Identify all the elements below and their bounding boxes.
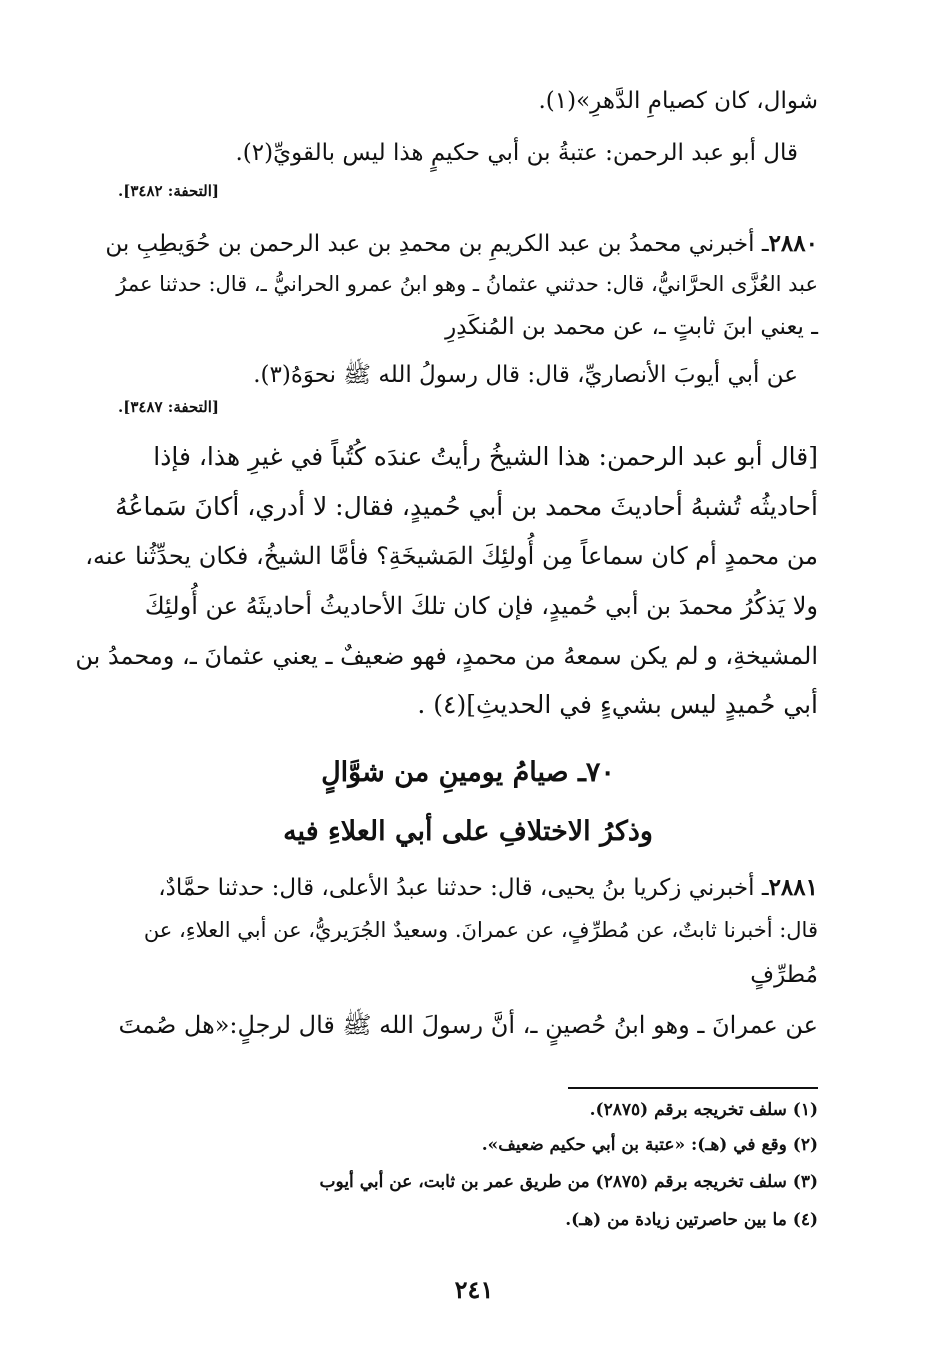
footnote-divider (568, 1087, 818, 1089)
hadith-text: ـ أخبرني محمدُ بن عبد الكريمِ بن محمدِ بن عبد الرحمن بن حُوَيطِبِ بن (105, 231, 769, 257)
footnote: (٤) ما بين حاصرتين زيادة من (هـ). (565, 1210, 818, 1230)
chapter-subtitle: وذكرُ الاختلافِ على أبي العلاءِ فيه (283, 816, 653, 847)
hadith-2880-line (105, 230, 818, 257)
hadith-2881-line: مُطرِّفٍ (750, 962, 818, 988)
hadith-2880-line: عبد العُزَّى الحرَّانيُّ، قال: حدثني عثمانُ ـ وهو ابنُ عمرو الحرانيُّ ـ، قال: حدثنا عمرُ (116, 272, 818, 296)
footnote: (٣) سلف تخريجه برقم (٢٨٧٥) من طريق عمر بن ثابت، عن أبي أيوب (319, 1172, 818, 1192)
quote-line: [قال أبو عبد الرحمن: هذا الشيخُ رأيتُ عندَه كُتُباً في غيرِ هذا، فإذا (153, 442, 818, 471)
quote-line: من محمدٍ أم كان سماعاً مِن أُولئِكَ المَشيخَةِ؟ فأمَّا الشيخُ، فكان يحدِّثُنا عنه، (85, 542, 818, 570)
footnote: (١) سلف تخريجه برقم (٢٨٧٥). (589, 1100, 818, 1120)
quote-line: أحاديثُه تُشبهُ أحاديثَ محمد بن أبي حُميدٍ، فقال: لا أدري، أكانَ سَماعُهُ (115, 492, 818, 521)
text-line: قال أبو عبد الرحمن: عتبةُ بن أبي حكيمٍ هذا ليس بالقويِّ(٢). (235, 140, 798, 166)
hadith-2881-line: عن عمرانَ ـ وهو ابنُ حُصينٍ ـ، أنَّ رسولَ الله ﷺ قال لرجلٍ:«هل صُمتَ (118, 1011, 818, 1039)
page-number: ٢٤١ (454, 1275, 494, 1304)
quote-line: أبي حُميدٍ ليس بشيءٍ في الحديثِ](٤) . (417, 690, 818, 719)
tuhfa-reference: [التحفة: ٣٤٨٧]. (118, 398, 219, 416)
hadith-text: ـ أخبرني زكريا بنُ يحيى، قال: حدثنا عبدُ الأعلى، قال: حدثنا حمَّادٌ، (158, 875, 769, 901)
quote-line: ولا يَذكُرُ محمدَ بن أبي حُميدٍ، فإن كان تلكَ الأحاديثُ أحاديثَهُ عن أُولئِكَ (144, 592, 818, 620)
hadith-2881-line (118, 874, 818, 901)
hadith-number: ٢٨٨١ (768, 874, 818, 901)
hadith-2881-line: قال: أخبرنا ثابتٌ، عن مُطرِّفٍ، عن عمرانَ. وسعيدٌ الجُرَيريُّ، عن أبي العلاءِ، عن (143, 918, 818, 942)
hadith-2880-line: ـ يعني ابنَ ثابتٍ ـ، عن محمد بن المُنكَدِرِ (445, 314, 818, 340)
text-line: شوال، كان كصيامِ الدَّهرِ»(١). (538, 88, 818, 114)
hadith-number: ٢٨٨٠ (768, 230, 818, 257)
hadith-2880-line: عن أبي أيوبَ الأنصاريِّ، قال: قال رسولُ الله ﷺ نحوَهُ(٣). (253, 362, 798, 388)
chapter-title: ٧٠ـ صيامُ يومينِ من شوَّالٍ (321, 757, 615, 788)
footnote: (٢) وقع في (هـ): «عتبة بن أبي حكيم ضعيف». (481, 1135, 818, 1155)
quote-line: المشيخةِ، و لم يكن سمعهُ من محمدٍ، فهو ضعيفٌ ـ يعني عثمانَ ـ، ومحمدُ بن (75, 642, 818, 670)
tuhfa-reference: [التحفة: ٣٤٨٢]. (118, 182, 219, 200)
